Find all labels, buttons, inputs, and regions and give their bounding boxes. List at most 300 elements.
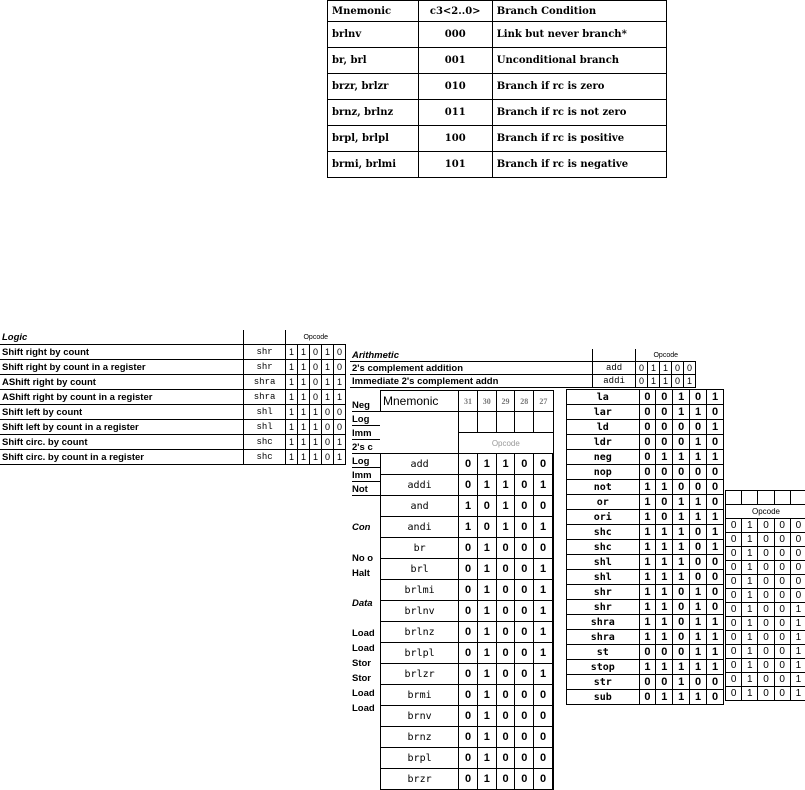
mnem-name: brlzr — [381, 664, 459, 685]
mnem-bit: 0 — [459, 475, 478, 496]
mnem2-bit: 0 — [707, 465, 724, 480]
branch-header-condition: Branch Condition — [492, 1, 666, 22]
mnem-bit: 1 — [534, 517, 553, 538]
mnem2-row — [567, 435, 724, 450]
mnem-bit: 1 — [534, 559, 553, 580]
far-bit: 1 — [790, 631, 805, 645]
mnem2-bit: 0 — [673, 630, 690, 645]
mnem-bit: 0 — [459, 769, 478, 790]
arith-bit: 0 — [672, 362, 684, 375]
far-bit: 1 — [742, 687, 758, 701]
mnem-bit: 0 — [515, 538, 534, 559]
mnem-bit: 1 — [534, 475, 553, 496]
far-row — [726, 631, 805, 645]
logic-bit: 1 — [286, 345, 298, 360]
mnem2-bit: 1 — [690, 510, 707, 525]
mnem-row — [381, 769, 554, 790]
far-row — [726, 575, 805, 589]
mnem2-row — [567, 525, 724, 540]
logic-desc: Shift left by count — [0, 405, 244, 420]
mnem-name: addi — [381, 475, 459, 496]
mnem2-bit: 0 — [690, 390, 707, 405]
mnem2-row — [567, 585, 724, 600]
logic-bit: 1 — [298, 345, 310, 360]
logic-bit: 1 — [322, 345, 334, 360]
arith-bit: 1 — [648, 375, 660, 388]
mnem-name: br — [381, 538, 459, 559]
far-bit: 1 — [742, 547, 758, 561]
arith-bit: 1 — [684, 375, 696, 388]
mnem-bit: 0 — [534, 685, 553, 706]
far-bit: 1 — [742, 589, 758, 603]
mnem2-bit: 1 — [707, 525, 724, 540]
mnem2-bit: 0 — [673, 645, 690, 660]
far-right-opcode-table — [725, 490, 805, 701]
mnem-bit: 1 — [477, 643, 496, 664]
far-bit: 0 — [758, 519, 774, 533]
branch-header-cond-bits: c3<2..0> — [418, 1, 492, 22]
mnem-bit: 0 — [496, 601, 515, 622]
mnem-bit: 0 — [515, 517, 534, 538]
branch-cell-bits: 001 — [418, 48, 492, 74]
mnem2-name: or — [567, 495, 640, 510]
mnem-bit: 1 — [477, 727, 496, 748]
mnem-bit: 1 — [496, 496, 515, 517]
arith-partial-label: Imm — [352, 428, 382, 440]
mnem2-name: shr — [567, 600, 640, 615]
mnem-name: brl — [381, 559, 459, 580]
mnem2-name: shc — [567, 525, 640, 540]
far-bit: 1 — [742, 561, 758, 575]
mnem-name: and — [381, 496, 459, 517]
arith-desc: Immediate 2's complement addn — [350, 375, 593, 388]
branch-cell-mnemonic: brnz, brlnz — [328, 100, 419, 126]
logic-bit: 1 — [286, 420, 298, 435]
branch-row — [328, 74, 667, 100]
logic-row — [0, 375, 346, 390]
far-bit: 1 — [790, 603, 805, 617]
mnem2-row — [567, 660, 724, 675]
mnem2-bit: 1 — [673, 690, 690, 705]
logic-bit: 1 — [334, 375, 346, 390]
mnem2-bit: 1 — [707, 540, 724, 555]
branch-cell-mnemonic: brmi, brlmi — [328, 152, 419, 178]
mnem-bit: 0 — [515, 496, 534, 517]
branch-cell-condition: Branch if rc is negative — [492, 152, 666, 178]
mnem-bit: 0 — [496, 580, 515, 601]
arith-bit: 1 — [660, 375, 672, 388]
far-row — [726, 687, 805, 701]
far-row — [726, 617, 805, 631]
logic-mnemonic: shr — [244, 360, 286, 375]
section-partial-label: Stor — [352, 658, 371, 669]
logic-opcode-label: Opcode — [286, 330, 346, 345]
mnem2-row — [567, 645, 724, 660]
logic-desc: Shift circ. by count in a register — [0, 450, 244, 465]
logic-title: Logic — [0, 330, 244, 345]
bit-29: 29 — [496, 391, 515, 412]
logic-bit: 0 — [322, 405, 334, 420]
mnem-bit: 0 — [534, 727, 553, 748]
mnem2-bit: 1 — [639, 630, 656, 645]
mnem-bit: 1 — [477, 475, 496, 496]
mnem-bit: 1 — [477, 559, 496, 580]
mnem2-bit: 1 — [690, 495, 707, 510]
mnem2-bit: 1 — [639, 480, 656, 495]
logic-desc: Shift left by count in a register — [0, 420, 244, 435]
logic-bit: 1 — [310, 435, 322, 450]
mnem-bit: 0 — [515, 622, 534, 643]
mnem2-bit: 0 — [656, 645, 673, 660]
arith-bit: 1 — [660, 362, 672, 375]
logic-bit: 0 — [334, 360, 346, 375]
mnem-bit: 1 — [477, 580, 496, 601]
logic-bit: 0 — [310, 345, 322, 360]
mnem-bit: 0 — [496, 622, 515, 643]
far-bit: 0 — [726, 519, 742, 533]
bit-27: 27 — [534, 391, 553, 412]
mnem-bit: 1 — [477, 748, 496, 769]
mnem-bit: 0 — [459, 685, 478, 706]
mnem-bit: 1 — [477, 538, 496, 559]
mnem2-bit: 1 — [690, 630, 707, 645]
mnem2-bit: 1 — [707, 615, 724, 630]
logic-row — [0, 405, 346, 420]
mnemonic-opcode-table-2 — [566, 389, 724, 705]
logic-bit: 0 — [334, 345, 346, 360]
far-bit: 0 — [726, 533, 742, 547]
branch-cell-mnemonic: brlnv — [328, 22, 419, 48]
section-partial-label: Load — [352, 628, 375, 639]
mnem-row — [381, 727, 554, 748]
logic-bit: 1 — [334, 450, 346, 465]
mnem2-name: shra — [567, 630, 640, 645]
mnem-bit: 1 — [477, 454, 496, 475]
mnem-bit: 0 — [477, 517, 496, 538]
mnem2-bit: 0 — [639, 420, 656, 435]
arithmetic-instruction-table — [350, 349, 696, 388]
branch-cell-bits: 011 — [418, 100, 492, 126]
mnem-name: brlnv — [381, 601, 459, 622]
mnem2-row — [567, 615, 724, 630]
mnem2-name: shl — [567, 555, 640, 570]
branch-cell-bits: 000 — [418, 22, 492, 48]
mnem2-row — [567, 495, 724, 510]
mnem2-bit: 0 — [656, 675, 673, 690]
far-row — [726, 533, 805, 547]
mnem2-bit: 1 — [690, 690, 707, 705]
mnem2-row — [567, 510, 724, 525]
far-bit: 1 — [790, 659, 805, 673]
far-bit: 0 — [774, 659, 790, 673]
branch-row — [328, 22, 667, 48]
far-bit: 0 — [758, 575, 774, 589]
mnem-bit: 0 — [459, 748, 478, 769]
mnem-bit: 0 — [496, 769, 515, 790]
logic-bit: 1 — [298, 390, 310, 405]
far-bit: 0 — [774, 561, 790, 575]
mnem-name: brpl — [381, 748, 459, 769]
mnem-bit: 0 — [459, 580, 478, 601]
mnem2-bit: 1 — [673, 555, 690, 570]
mnem-bit: 0 — [459, 454, 478, 475]
mnem2-bit: 0 — [639, 435, 656, 450]
mnem-row — [381, 517, 554, 538]
mnem2-bit: 0 — [673, 480, 690, 495]
mnem2-name: lar — [567, 405, 640, 420]
mnem-bit: 0 — [515, 559, 534, 580]
mnem-name: brmi — [381, 685, 459, 706]
logic-bit: 0 — [322, 435, 334, 450]
mnem-row — [381, 685, 554, 706]
far-bit: 0 — [726, 673, 742, 687]
logic-bit: 0 — [322, 450, 334, 465]
far-bit: 1 — [742, 631, 758, 645]
mnem2-bit: 0 — [656, 465, 673, 480]
far-row — [726, 519, 805, 533]
mnem2-bit: 1 — [673, 660, 690, 675]
mnem2-bit: 1 — [690, 450, 707, 465]
far-bit: 0 — [774, 631, 790, 645]
mnem-name: add — [381, 454, 459, 475]
logic-bit: 1 — [322, 360, 334, 375]
mnem2-name: ld — [567, 420, 640, 435]
mnem2-bit: 1 — [656, 570, 673, 585]
mnem2-bit: 1 — [639, 570, 656, 585]
mnem-opcode-label: Opcode — [459, 433, 553, 454]
mnem2-name: sub — [567, 690, 640, 705]
mnem2-bit: 1 — [656, 600, 673, 615]
mnem2-bit: 1 — [639, 510, 656, 525]
far-row — [726, 589, 805, 603]
mnem2-bit: 1 — [639, 585, 656, 600]
mnem-row — [381, 643, 554, 664]
mnem2-bit: 0 — [707, 495, 724, 510]
mnem2-bit: 0 — [690, 525, 707, 540]
bit-30: 30 — [477, 391, 496, 412]
arith-bit: 0 — [684, 362, 696, 375]
logic-mnemonic: shc — [244, 435, 286, 450]
branch-cell-condition: Branch if rc is positive — [492, 126, 666, 152]
mnem2-bit: 1 — [656, 555, 673, 570]
far-bit: 0 — [790, 589, 805, 603]
mnem-bit: 1 — [534, 664, 553, 685]
arith-desc: 2's complement addition — [350, 362, 593, 375]
logic-instruction-table — [0, 330, 346, 465]
branch-row — [328, 152, 667, 178]
mnem-bit: 0 — [496, 643, 515, 664]
logic-bit: 1 — [310, 450, 322, 465]
far-bit: 1 — [790, 673, 805, 687]
mnem-row — [381, 622, 554, 643]
arith-partial-label: Imm — [352, 470, 382, 482]
far-bit: 0 — [774, 673, 790, 687]
arith-partial-label: Log — [352, 414, 382, 426]
far-bit: 0 — [726, 617, 742, 631]
far-bit: 0 — [758, 617, 774, 631]
mnem2-bit: 1 — [656, 450, 673, 465]
logic-bit: 1 — [334, 435, 346, 450]
mnem-name: brlmi — [381, 580, 459, 601]
branch-cell-condition: Unconditional branch — [492, 48, 666, 74]
branch-header-mnemonic: Mnemonic — [328, 1, 419, 22]
mnem-bit: 0 — [459, 601, 478, 622]
mnem2-name: st — [567, 645, 640, 660]
logic-desc: Shift right by count — [0, 345, 244, 360]
mnem2-bit: 0 — [707, 435, 724, 450]
mnem2-row — [567, 570, 724, 585]
mnem-row — [381, 706, 554, 727]
mnem2-bit: 1 — [673, 525, 690, 540]
mnem-bit: 0 — [534, 769, 553, 790]
section-partial-label: Load — [352, 643, 375, 654]
far-bit: 1 — [742, 617, 758, 631]
branch-cell-bits: 100 — [418, 126, 492, 152]
far-bit: 0 — [790, 533, 805, 547]
far-bit: 0 — [758, 561, 774, 575]
mnem2-name: stop — [567, 660, 640, 675]
far-bit: 0 — [758, 659, 774, 673]
branch-row — [328, 126, 667, 152]
mnem2-row — [567, 540, 724, 555]
mnem2-bit: 1 — [673, 675, 690, 690]
branch-cell-condition: Link but never branch* — [492, 22, 666, 48]
far-row — [726, 603, 805, 617]
mnem-row — [381, 601, 554, 622]
mnem-bit: 0 — [515, 580, 534, 601]
mnem-name: andi — [381, 517, 459, 538]
far-bit: 0 — [774, 575, 790, 589]
mnem2-bit: 1 — [656, 690, 673, 705]
mnem2-bit: 0 — [639, 465, 656, 480]
mnem2-row — [567, 630, 724, 645]
mnem2-bit: 0 — [690, 420, 707, 435]
mnem2-bit: 0 — [639, 645, 656, 660]
mnem-name: brnz — [381, 727, 459, 748]
far-bit: 0 — [774, 519, 790, 533]
mnem2-bit: 1 — [690, 615, 707, 630]
mnem2-bit: 0 — [673, 615, 690, 630]
far-bit: 0 — [758, 631, 774, 645]
logic-row — [0, 345, 346, 360]
mnem-bit: 1 — [477, 685, 496, 706]
mnem2-bit: 0 — [690, 675, 707, 690]
far-bit: 0 — [726, 659, 742, 673]
mnem2-bit: 1 — [656, 615, 673, 630]
far-bit: 1 — [742, 659, 758, 673]
mnem2-name: ldr — [567, 435, 640, 450]
mnem-bit: 1 — [477, 706, 496, 727]
arith-bit: 0 — [636, 375, 648, 388]
mnem-bit: 0 — [477, 496, 496, 517]
mnem-bit: 0 — [515, 748, 534, 769]
mnem2-bit: 1 — [656, 630, 673, 645]
logic-row — [0, 420, 346, 435]
mnem2-bit: 1 — [690, 600, 707, 615]
far-bit: 0 — [774, 547, 790, 561]
mnem-bit: 1 — [496, 475, 515, 496]
mnem-bit: 0 — [496, 706, 515, 727]
far-bit: 0 — [790, 575, 805, 589]
logic-desc: AShift right by count in a register — [0, 390, 244, 405]
logic-bit: 0 — [334, 420, 346, 435]
logic-bit: 1 — [286, 375, 298, 390]
far-bit: 0 — [726, 547, 742, 561]
mnem-bit: 1 — [534, 643, 553, 664]
mnem-bit: 0 — [459, 727, 478, 748]
mnem2-bit: 1 — [673, 450, 690, 465]
far-bit: 0 — [726, 687, 742, 701]
mnem2-name: shc — [567, 540, 640, 555]
far-bit: 0 — [774, 603, 790, 617]
mnem2-bit: 0 — [690, 480, 707, 495]
mnem-bit: 0 — [515, 685, 534, 706]
mnem-bit: 1 — [477, 601, 496, 622]
far-bit: 1 — [790, 617, 805, 631]
mnem-bit: 1 — [534, 580, 553, 601]
logic-bit: 0 — [334, 405, 346, 420]
mnem2-bit: 0 — [673, 465, 690, 480]
mnem2-bit: 1 — [639, 600, 656, 615]
logic-mnemonic: shra — [244, 375, 286, 390]
mnem-bit: 0 — [459, 559, 478, 580]
mnem2-bit: 1 — [707, 390, 724, 405]
mnem-bit: 0 — [496, 685, 515, 706]
mnem2-bit: 1 — [639, 660, 656, 675]
mnem2-bit: 0 — [673, 600, 690, 615]
mnem2-row — [567, 420, 724, 435]
mnem-bit: 0 — [459, 664, 478, 685]
mnem2-row — [567, 405, 724, 420]
mnemonic-opcode-table — [380, 390, 554, 790]
mnem2-bit: 0 — [707, 675, 724, 690]
logic-mnemonic: shra — [244, 390, 286, 405]
logic-mnemonic: shc — [244, 450, 286, 465]
mnem2-bit: 0 — [707, 570, 724, 585]
mnem2-bit: 0 — [639, 390, 656, 405]
far-bit: 0 — [726, 561, 742, 575]
mnem2-bit: 0 — [707, 480, 724, 495]
mnem-bit: 0 — [534, 748, 553, 769]
mnem2-bit: 1 — [690, 585, 707, 600]
mnem-header: Mnemonic — [381, 391, 459, 412]
mnem2-bit: 0 — [707, 555, 724, 570]
mnem2-bit: 1 — [707, 660, 724, 675]
mnem-bit: 0 — [496, 748, 515, 769]
logic-desc: Shift circ. by count — [0, 435, 244, 450]
branch-cell-mnemonic: br, brl — [328, 48, 419, 74]
mnem-bit: 1 — [459, 517, 478, 538]
mnem-bit: 1 — [477, 622, 496, 643]
mnem-bit: 0 — [459, 622, 478, 643]
mnem-bit: 0 — [515, 706, 534, 727]
mnem-bit: 0 — [496, 664, 515, 685]
arith-title: Arithmetic — [350, 349, 593, 362]
mnem-bit: 1 — [496, 454, 515, 475]
far-bit: 0 — [774, 645, 790, 659]
mnem2-bit: 0 — [707, 600, 724, 615]
branch-cell-mnemonic: brzr, brlzr — [328, 74, 419, 100]
section-partial-label: Load — [352, 703, 375, 714]
mnem2-bit: 1 — [656, 525, 673, 540]
far-bit: 0 — [726, 645, 742, 659]
mnem2-bit: 0 — [639, 675, 656, 690]
mnem2-row — [567, 480, 724, 495]
mnem2-bit: 1 — [639, 525, 656, 540]
mnem-bit: 0 — [515, 475, 534, 496]
mnem2-bit: 0 — [707, 690, 724, 705]
logic-bit: 1 — [286, 390, 298, 405]
